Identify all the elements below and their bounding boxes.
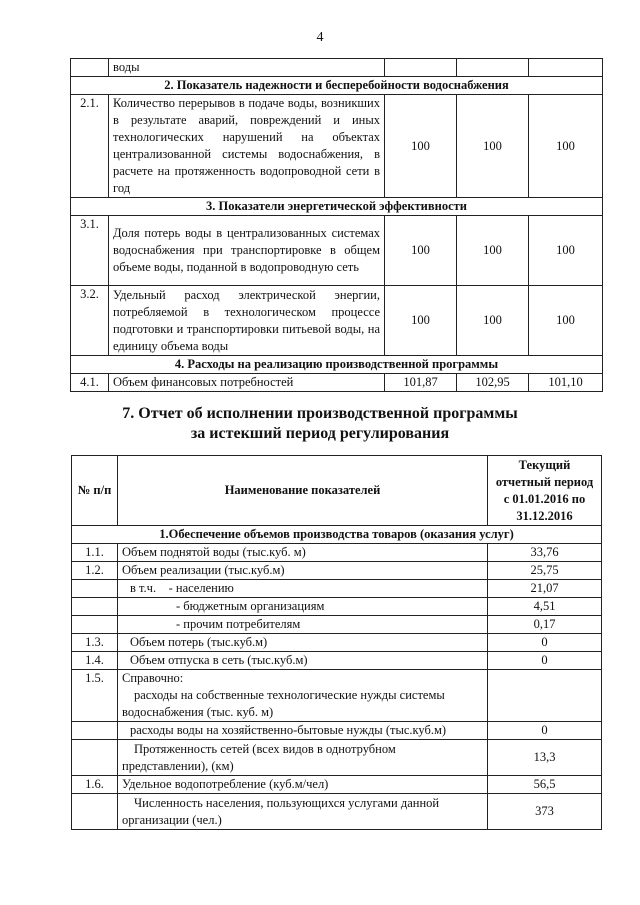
row-value-3: 100 xyxy=(529,216,603,286)
section-heading xyxy=(0,404,640,444)
table-row xyxy=(72,776,602,794)
row-value: 21,07 xyxy=(488,580,602,598)
table-row xyxy=(72,722,602,740)
table-row xyxy=(71,95,603,198)
header-period-l2: отчетный период xyxy=(495,474,594,489)
row-name: Объем реализации (тыс.куб.м) xyxy=(118,562,488,580)
row-value: 0 xyxy=(488,722,602,740)
row-name: Доля потерь воды в централизованных системах водоснабжения при транспортировке в общем объеме воды, поданной в водопроводную сеть xyxy=(109,216,385,286)
header-period-l4: 31.12.2016 xyxy=(516,508,573,523)
table-row xyxy=(71,374,603,392)
header-period xyxy=(488,456,602,526)
section-title: 2. Показатель надежности и бесперебойности водоснабжения xyxy=(71,77,603,95)
table-row xyxy=(71,59,603,77)
report-table xyxy=(71,455,602,830)
row-value-2: 100 xyxy=(457,286,529,356)
table-row xyxy=(71,216,603,286)
section-row xyxy=(71,356,603,374)
row-number: 1.4. xyxy=(72,652,118,670)
row-value-1: 100 xyxy=(385,286,457,356)
row-name-l2: представлении), (км) xyxy=(122,758,234,773)
table-row xyxy=(72,740,602,776)
row-name: Количество перерывов в подаче воды, возникших в результате аварий, повреждений и иных технологических нарушений на объектах централизованной системы водоснабжения, в расчете на протяженность водопроводной сети в год xyxy=(109,95,385,198)
row-name xyxy=(118,794,488,830)
row-value-2: 102,95 xyxy=(457,374,529,392)
indicators-table xyxy=(70,58,603,392)
row-name: Удельное водопотребление (куб.м/чел) xyxy=(118,776,488,794)
row-value: 0 xyxy=(488,634,602,652)
row-name-l1: Протяженность сетей (всех видов в однотрубном xyxy=(134,741,396,756)
row-value: 0 xyxy=(488,652,602,670)
row-name xyxy=(118,740,488,776)
section-title: 1.Обеспечение объемов производства товаров (оказания услуг) xyxy=(72,526,602,544)
row-name-l2: организации (чел.) xyxy=(122,812,222,827)
section-title: 3. Показатели энергетической эффективности xyxy=(71,198,603,216)
row-value-1: 101,87 xyxy=(385,374,457,392)
row-value-2: 100 xyxy=(457,95,529,198)
row-name-l2: расходы на собственные технологические нужды системы xyxy=(134,688,445,702)
header-number: № п/п xyxy=(72,456,118,526)
row-value: 25,75 xyxy=(488,562,602,580)
row-name: - бюджетным организациям xyxy=(118,598,488,616)
row-name-l1: Справочно: xyxy=(122,671,184,685)
row-name: в т.ч. - населению xyxy=(118,580,488,598)
row-value: 56,5 xyxy=(488,776,602,794)
row-number: 2.1. xyxy=(71,95,109,198)
table-row xyxy=(72,652,602,670)
row-value-1: 100 xyxy=(385,95,457,198)
table-row xyxy=(72,670,602,722)
row-name: - прочим потребителям xyxy=(118,616,488,634)
section-title: 4. Расходы на реализацию производственной программы xyxy=(71,356,603,374)
section-row xyxy=(72,526,602,544)
row-name-l1: Численность населения, пользующихся услугами данной xyxy=(134,795,440,810)
heading-line-1: 7. Отчет об исполнении производственной программы xyxy=(122,405,518,422)
table-row xyxy=(72,616,602,634)
row-name xyxy=(118,670,488,722)
row-name: воды xyxy=(109,59,385,77)
row-value-1: 100 xyxy=(385,216,457,286)
row-value: 13,3 xyxy=(488,740,602,776)
row-value-3: 100 xyxy=(529,286,603,356)
table-row xyxy=(72,598,602,616)
row-number: 1.3. xyxy=(72,634,118,652)
table-row xyxy=(72,634,602,652)
header-row xyxy=(72,456,602,526)
table-row xyxy=(72,544,602,562)
row-number: 3.2. xyxy=(71,286,109,356)
table-row xyxy=(72,794,602,830)
row-name: Объем финансовых потребностей xyxy=(109,374,385,392)
row-number: 3.1. xyxy=(71,216,109,286)
row-name: расходы воды на хозяйственно-бытовые нужды (тыс.куб.м) xyxy=(118,722,488,740)
row-number: 1.1. xyxy=(72,544,118,562)
row-number: 4.1. xyxy=(71,374,109,392)
row-value-3: 101,10 xyxy=(529,374,603,392)
row-number: 1.2. xyxy=(72,562,118,580)
row-name-l3: водоснабжения (тыс. куб. м) xyxy=(122,705,274,719)
page-number: 4 xyxy=(316,30,324,45)
row-name: Объем отпуска в сеть (тыс.куб.м) xyxy=(118,652,488,670)
section-row xyxy=(71,77,603,95)
table-row xyxy=(71,286,603,356)
row-value-3: 100 xyxy=(529,95,603,198)
row-value: 4,51 xyxy=(488,598,602,616)
heading-line-2: за истекший период регулирования xyxy=(190,425,450,442)
header-name: Наименование показателей xyxy=(118,456,488,526)
row-value-2: 100 xyxy=(457,216,529,286)
row-value xyxy=(488,670,602,722)
table-row xyxy=(72,580,602,598)
row-value: 373 xyxy=(488,794,602,830)
row-value: 0,17 xyxy=(488,616,602,634)
row-name: Объем потерь (тыс.куб.м) xyxy=(118,634,488,652)
section-row xyxy=(71,198,603,216)
row-number: 1.5. xyxy=(72,670,118,722)
row-number: 1.6. xyxy=(72,776,118,794)
table-row xyxy=(72,562,602,580)
row-name: Объем поднятой воды (тыс.куб. м) xyxy=(118,544,488,562)
header-period-l1: Текущий xyxy=(518,457,571,472)
row-name: Удельный расход электрической энергии, потребляемой в технологическом процессе подготовки и транспортировки питьевой воды, на единицу объема воды xyxy=(109,286,385,356)
row-value: 33,76 xyxy=(488,544,602,562)
header-period-l3: с 01.01.2016 по xyxy=(503,491,586,506)
